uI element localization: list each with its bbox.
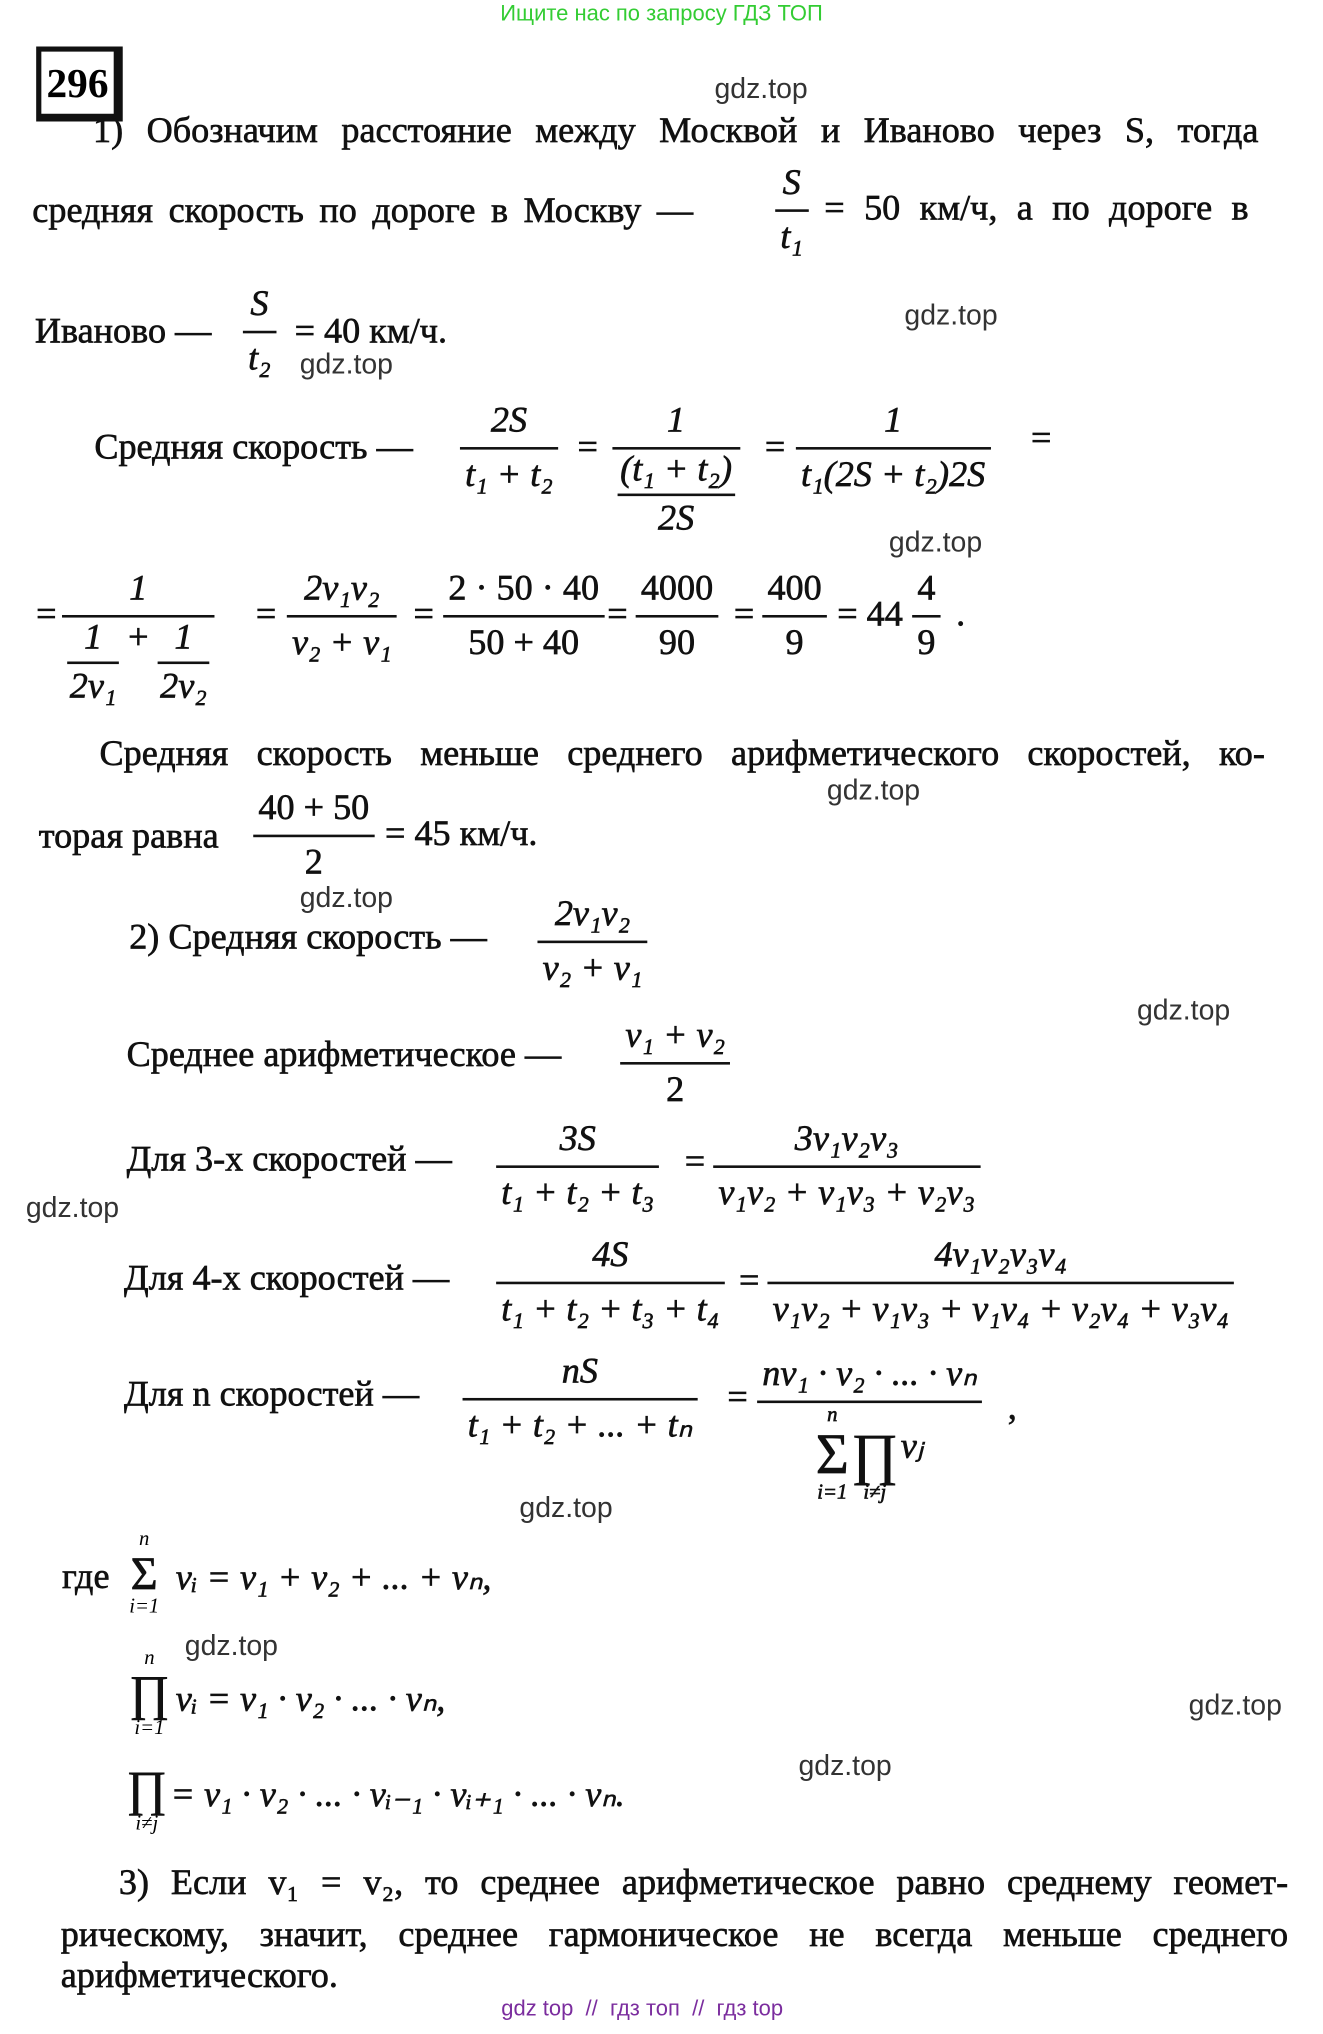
numerator: 4000 xyxy=(640,568,714,609)
numerator: 3S xyxy=(559,1118,596,1159)
product-symbol: ∏ xyxy=(126,1762,168,1817)
fraction xyxy=(243,284,276,379)
numerator: 4 xyxy=(917,568,936,609)
upper-limit: n xyxy=(139,1528,150,1551)
text-line: 1) Обозначим расстояние между Москвой и Иваново через S, тогда xyxy=(93,111,1259,152)
sum-operator xyxy=(816,1406,849,1504)
fraction xyxy=(912,568,940,663)
footer-links[interactable]: gdz top // гдз топ // гдз top xyxy=(501,1996,784,2021)
watermark: gdz.top xyxy=(826,773,921,807)
numerator: 2v₁v₂ xyxy=(554,894,631,935)
fraction xyxy=(496,1235,724,1330)
mixed-number-whole: = 44 xyxy=(837,594,903,635)
denominator: t₁ + t₂ xyxy=(460,447,558,494)
text-line: где xyxy=(62,1556,110,1597)
problem-number: 296 xyxy=(36,47,123,122)
watermark: gdz.top xyxy=(299,347,393,380)
inner-denominator: 2S xyxy=(618,494,735,538)
watermark: gdz.top xyxy=(299,881,393,914)
sum-operator xyxy=(129,1530,159,1618)
inner-numerator: (t₁ + t₂) xyxy=(620,449,733,490)
comma: , xyxy=(1007,1387,1017,1428)
period: . xyxy=(956,594,966,635)
denominator: 9 xyxy=(762,615,827,662)
watermark: gdz.top xyxy=(714,72,808,105)
product-operator xyxy=(129,1649,169,1739)
text-line: 3) Если v₁ = v₂, то среднее арифметическое равно среднему геомет- xyxy=(118,1863,1289,1904)
numerator: 1 xyxy=(129,568,148,609)
fraction xyxy=(443,568,604,663)
denominator xyxy=(612,447,739,537)
watermark: gdz.top xyxy=(904,298,998,331)
equals: = xyxy=(739,1260,760,1302)
denominator: t₁ xyxy=(775,209,808,256)
fraction xyxy=(537,894,647,989)
numerator: 2S xyxy=(490,400,528,441)
inner-numerator: 1 xyxy=(84,617,103,658)
text-line: = 40 км/ч. xyxy=(294,311,448,352)
watermark: gdz.top xyxy=(25,1191,120,1224)
fraction xyxy=(460,400,558,495)
numerator: v₁ + v₂ xyxy=(625,1015,726,1056)
fraction xyxy=(775,162,808,258)
denominator xyxy=(62,615,215,705)
text-line: средняя скорость по дороге в Москву — xyxy=(32,191,694,232)
watermark: gdz.top xyxy=(1136,993,1231,1026)
fraction xyxy=(713,1118,980,1214)
product-operator xyxy=(126,1762,168,1835)
equals: = xyxy=(36,594,57,635)
product-symbol: ∏ xyxy=(851,1422,899,1486)
equals: = xyxy=(577,427,598,468)
denominator: v₂ + v₁ xyxy=(287,615,397,662)
numerator: 1 xyxy=(884,400,903,441)
formula: vᵢ = v₁ + v₂ + ... + vₙ, xyxy=(175,1558,492,1599)
numerator: 3v₁v₂v₃ xyxy=(794,1118,899,1159)
numerator: nv₁ · v₂ · ... · vₙ xyxy=(762,1354,977,1395)
lower-limit: i≠j xyxy=(135,1812,159,1835)
denominator xyxy=(757,1401,982,1504)
denominator: t₁ + t₂ + t₃ + t₄ xyxy=(496,1282,724,1329)
denominator: t₂ xyxy=(243,331,276,378)
watermark: gdz.top xyxy=(519,1490,613,1524)
fraction xyxy=(463,1351,698,1446)
denominator: 2 xyxy=(620,1062,730,1109)
sum-symbol: Σ xyxy=(130,1547,158,1600)
equals: = xyxy=(733,594,755,635)
lower-limit: i=1 xyxy=(129,1595,160,1618)
upper-limit: n xyxy=(827,1404,838,1427)
fraction xyxy=(620,1015,730,1110)
fraction xyxy=(636,568,719,663)
denominator: v₁v₂ + v₁v₃ + v₁v₄ + v₂v₄ + v₃v₄ xyxy=(767,1282,1234,1329)
numerator: 400 xyxy=(767,568,822,609)
fraction xyxy=(253,788,374,883)
numerator: 2 · 50 · 40 xyxy=(448,568,600,609)
text-line: рическому, значит, среднее гармоническое не всегда меньше среднего xyxy=(60,1914,1289,1955)
denominator: t₁ + t₂ + ... + tₙ xyxy=(463,1398,698,1445)
fraction xyxy=(757,1354,982,1504)
denominator: v₂ + v₁ xyxy=(537,941,647,988)
banner[interactable]: Ищите нас по запросу ГДЗ ТОП xyxy=(500,1,823,26)
equals: = xyxy=(684,1142,706,1183)
inner-numerator: 1 xyxy=(174,617,193,658)
text-line: Для n скоростей — xyxy=(124,1374,420,1415)
product-operator xyxy=(851,1422,899,1504)
upper-limit: n xyxy=(144,1647,155,1670)
lower-limit: i=1 xyxy=(817,1481,848,1504)
watermark: gdz.top xyxy=(888,525,983,559)
numerator: 40 + 50 xyxy=(258,788,370,829)
numerator: 4v₁v₂v₃v₄ xyxy=(934,1235,1068,1276)
fraction xyxy=(287,568,397,663)
lower-limit: i=1 xyxy=(134,1717,165,1740)
equals: = xyxy=(607,594,628,635)
watermark: gdz.top xyxy=(184,1629,279,1662)
numerator: 1 xyxy=(667,400,686,441)
numerator: S xyxy=(782,162,801,203)
text-line: Для 3-х скоростей — xyxy=(126,1139,452,1180)
denominator: t₁ + t₂ + t₃ xyxy=(496,1165,659,1212)
numerator: 4S xyxy=(592,1235,629,1276)
watermark: gdz.top xyxy=(1188,1688,1282,1721)
sum-symbol: Σ xyxy=(815,1422,849,1486)
fraction xyxy=(796,400,991,495)
denominator: 9 xyxy=(912,615,940,662)
product-symbol: ∏ xyxy=(129,1666,170,1721)
text-line: торая равна xyxy=(38,816,219,857)
equals: = xyxy=(727,1377,748,1418)
denominator: t₁(2S + t₂)2S xyxy=(796,447,991,494)
equals: = xyxy=(413,594,434,635)
equals: = xyxy=(255,594,277,635)
text-line: 2) Средняя скорость — xyxy=(129,917,487,958)
fraction xyxy=(496,1118,659,1214)
text-line: = 50 км/ч, а по дороге в xyxy=(824,188,1249,229)
fraction xyxy=(767,1235,1234,1330)
numerator: nS xyxy=(561,1351,598,1392)
equals: = xyxy=(1031,418,1052,459)
numerator: S xyxy=(250,284,269,325)
fraction xyxy=(762,568,827,663)
formula: = v₁ · v₂ · ... · vᵢ₋₁ · vᵢ₊₁ · ... · vₙ. xyxy=(170,1775,625,1816)
text-line: арифметического. xyxy=(60,1956,338,1997)
text-line: Иваново — xyxy=(34,311,212,352)
denominator: v₁v₂ + v₁v₃ + v₂v₃ xyxy=(713,1165,980,1212)
lower-limit: i≠j xyxy=(863,1481,887,1504)
denominator: 90 xyxy=(636,615,719,662)
denominator: 50 + 40 xyxy=(443,615,604,662)
text-line: Средняя скорость — xyxy=(94,427,413,468)
variable: vⱼ xyxy=(900,1426,924,1467)
text-line: Для 4-х скоростей — xyxy=(124,1258,450,1299)
fraction xyxy=(62,568,215,707)
formula: vᵢ = v₁ · v₂ · ... · vₙ, xyxy=(175,1679,446,1720)
inner-denominator: 2v₂ xyxy=(158,662,210,706)
equals: = xyxy=(764,427,786,468)
inner-denominator: 2v₁ xyxy=(67,662,119,706)
text-line: Среднее арифметическое — xyxy=(126,1034,562,1075)
watermark: gdz.top xyxy=(798,1749,892,1782)
fraction xyxy=(612,400,739,539)
plus: + xyxy=(128,617,149,658)
text-line: = 45 км/ч. xyxy=(385,813,538,855)
text-line: Средняя скорость меньше среднего арифметического скоростей, ко- xyxy=(99,733,1265,774)
numerator: 2v₁v₂ xyxy=(304,568,380,609)
denominator: 2 xyxy=(253,835,374,882)
